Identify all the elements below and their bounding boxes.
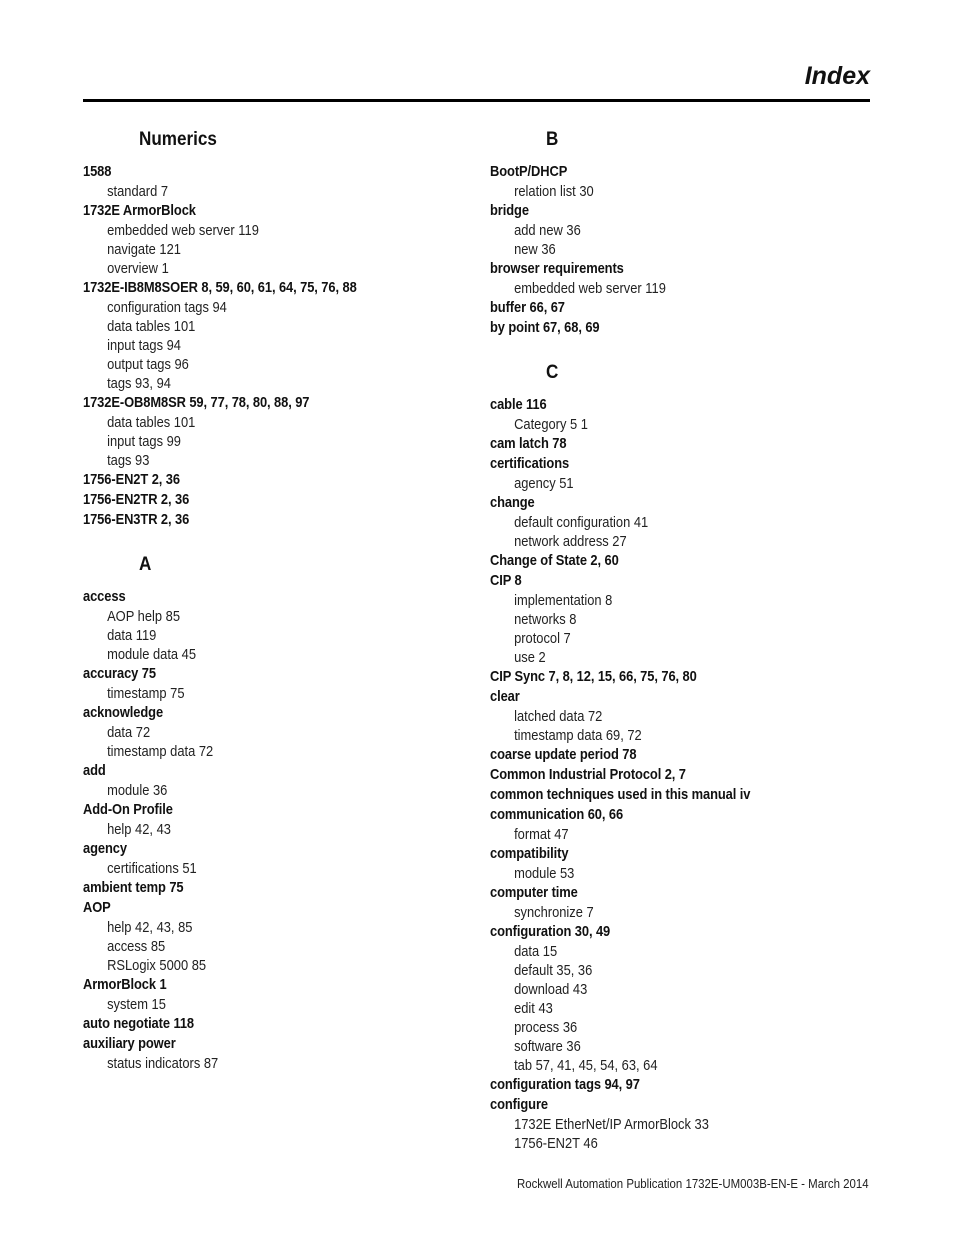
index-term: computer time (490, 884, 578, 901)
index-subentry: help 42, 43 (107, 821, 171, 838)
page-title: Index (804, 62, 870, 90)
index-entry (490, 922, 890, 1075)
index-subentry: add new 36 (514, 222, 581, 239)
index-subentry: module 36 (107, 782, 168, 799)
index-subentry: network address 27 (514, 533, 627, 550)
index-term: 1732E-OB8M8SR 59, 77, 78, 80, 88, 97 (83, 394, 310, 411)
index-entry (490, 667, 890, 687)
index-subentry: tags 93 (107, 452, 150, 469)
index-subentry: timestamp data 72 (107, 743, 214, 760)
section-heading: Numerics (139, 129, 217, 150)
index-entry (83, 664, 483, 703)
index-term: configuration tags 94, 97 (490, 1076, 640, 1093)
index-subentry: AOP help 85 (107, 608, 181, 625)
index-term: buffer 66, 67 (490, 299, 565, 316)
index-section (83, 127, 483, 530)
index-subentry: latched data 72 (514, 708, 603, 725)
index-subentry: agency 51 (514, 475, 574, 492)
index-entry (490, 1095, 890, 1153)
index-entry (490, 1075, 890, 1095)
index-section (490, 360, 890, 1153)
index-term: agency (83, 840, 127, 857)
index-subentry: software 36 (514, 1038, 581, 1055)
index-subentry: access 85 (107, 938, 166, 955)
index-subentry: data tables 101 (107, 414, 196, 431)
index-entry (490, 844, 890, 883)
index-subentry: protocol 7 (514, 630, 571, 647)
index-entry (83, 878, 483, 898)
index-entry (490, 298, 890, 318)
index-entry (490, 571, 890, 667)
index-subentry: download 43 (514, 981, 588, 998)
index-subentry: implementation 8 (514, 592, 613, 609)
index-entry (490, 785, 890, 805)
index-subentry: certifications 51 (107, 860, 197, 877)
index-subentry: data 72 (107, 724, 151, 741)
index-term: by point 67, 68, 69 (490, 319, 600, 336)
index-entry (83, 490, 483, 510)
index-subentry: module 53 (514, 865, 575, 882)
publication-footer: Rockwell Automation Publication 1732E-UM003B-EN-E - March 2014 (517, 1176, 869, 1191)
index-term: add (83, 762, 106, 779)
index-subentry: data tables 101 (107, 318, 196, 335)
index-term: acknowledge (83, 704, 164, 721)
index-subentry: module data 45 (107, 646, 197, 663)
index-term: 1732E-IB8M8SOER 8, 59, 60, 61, 64, 75, 76, 88 (83, 279, 357, 296)
index-entry (83, 278, 483, 393)
index-subentry: timestamp 75 (107, 685, 185, 702)
index-entry (83, 1014, 483, 1034)
index-entry (83, 393, 483, 470)
index-section (83, 552, 483, 1073)
index-subentry: tab 57, 41, 45, 54, 63, 64 (514, 1057, 658, 1074)
index-entry (83, 1034, 483, 1073)
index-entry (490, 745, 890, 765)
index-subentry: overview 1 (107, 260, 169, 277)
index-subentry: help 42, 43, 85 (107, 919, 193, 936)
index-term: access (83, 588, 126, 605)
index-entry (83, 201, 483, 278)
index-term: auxiliary power (83, 1035, 176, 1052)
index-term: ambient temp 75 (83, 879, 184, 896)
index-term: common techniques used in this manual iv (490, 786, 751, 803)
index-subentry: default 35, 36 (514, 962, 593, 979)
index-term: cable 116 (490, 396, 547, 413)
index-subentry: status indicators 87 (107, 1055, 219, 1072)
index-term: coarse update period 78 (490, 746, 637, 763)
section-heading: A (139, 554, 152, 575)
index-entry (490, 551, 890, 571)
index-entry (83, 800, 483, 839)
index-entry (83, 898, 483, 975)
index-term: Add-On Profile (83, 801, 173, 818)
index-entry (490, 883, 890, 922)
index-subentry: timestamp data 69, 72 (514, 727, 642, 744)
index-subentry: data 15 (514, 943, 558, 960)
index-entry (490, 434, 890, 454)
index-entry (490, 318, 890, 338)
index-term: 1756-EN2TR 2, 36 (83, 491, 190, 508)
index-entry (490, 805, 890, 844)
section-heading: C (546, 362, 559, 383)
index-subentry: input tags 94 (107, 337, 181, 354)
index-term: accuracy 75 (83, 665, 156, 682)
index-term: bridge (490, 202, 529, 219)
index-subentry: use 2 (514, 649, 546, 666)
index-subentry: process 36 (514, 1019, 578, 1036)
index-term: 1732E ArmorBlock (83, 202, 196, 219)
section-heading: B (546, 129, 559, 150)
index-subentry: new 36 (514, 241, 556, 258)
index-subentry: configuration tags 94 (107, 299, 227, 316)
index-subentry: input tags 99 (107, 433, 181, 450)
index-term: BootP/DHCP (490, 163, 568, 180)
index-entry (83, 587, 483, 664)
index-subentry: RSLogix 5000 85 (107, 957, 207, 974)
index-term: compatibility (490, 845, 569, 862)
index-entry (83, 761, 483, 800)
index-entry (83, 975, 483, 1014)
index-subentry: embedded web server 119 (107, 222, 259, 239)
index-subentry: system 15 (107, 996, 166, 1013)
index-term: browser requirements (490, 260, 624, 277)
index-term: CIP 8 (490, 572, 522, 589)
index-entry (490, 687, 890, 745)
index-subentry: 1756-EN2T 46 (514, 1135, 598, 1152)
index-term: clear (490, 688, 520, 705)
index-subentry: standard 7 (107, 183, 169, 200)
index-subentry: format 47 (514, 826, 569, 843)
index-subentry: default configuration 41 (514, 514, 649, 531)
index-column-left (83, 127, 483, 1095)
index-term: change (490, 494, 535, 511)
index-subentry: synchronize 7 (514, 904, 594, 921)
index-term: CIP Sync 7, 8, 12, 15, 66, 75, 76, 80 (490, 668, 697, 685)
index-entry (490, 259, 890, 298)
index-column-right (490, 127, 890, 1175)
index-term: 1756-EN2T 2, 36 (83, 471, 180, 488)
index-subentry: 1732E EtherNet/IP ArmorBlock 33 (514, 1116, 709, 1133)
index-term: auto negotiate 118 (83, 1015, 195, 1032)
index-subentry: tags 93, 94 (107, 375, 171, 392)
index-entry (83, 703, 483, 761)
index-term: configure (490, 1096, 548, 1113)
index-subentry: edit 43 (514, 1000, 553, 1017)
index-subentry: navigate 121 (107, 241, 181, 258)
index-subentry: data 119 (107, 627, 157, 644)
index-term: Change of State 2, 60 (490, 552, 619, 569)
index-term: 1756-EN3TR 2, 36 (83, 511, 190, 528)
index-entry (83, 839, 483, 878)
index-subentry: networks 8 (514, 611, 577, 628)
index-term: 1588 (83, 163, 112, 180)
index-subentry: relation list 30 (514, 183, 594, 200)
index-subentry: output tags 96 (107, 356, 189, 373)
index-entry (83, 510, 483, 530)
index-subentry: embedded web server 119 (514, 280, 666, 297)
index-entry (490, 162, 890, 201)
index-entry (490, 454, 890, 493)
index-subentry: Category 5 1 (514, 416, 588, 433)
index-term: AOP (83, 899, 111, 916)
header-rule (83, 99, 870, 102)
index-section (490, 127, 890, 338)
index-entry (490, 201, 890, 259)
index-term: configuration 30, 49 (490, 923, 611, 940)
index-term: cam latch 78 (490, 435, 567, 452)
index-term: certifications (490, 455, 570, 472)
index-term: Common Industrial Protocol 2, 7 (490, 766, 686, 783)
index-entry (490, 765, 890, 785)
index-entry (83, 470, 483, 490)
index-term: ArmorBlock 1 (83, 976, 167, 993)
index-term: communication 60, 66 (490, 806, 624, 823)
index-entry (83, 162, 483, 201)
index-entry (490, 493, 890, 551)
index-entry (490, 395, 890, 434)
